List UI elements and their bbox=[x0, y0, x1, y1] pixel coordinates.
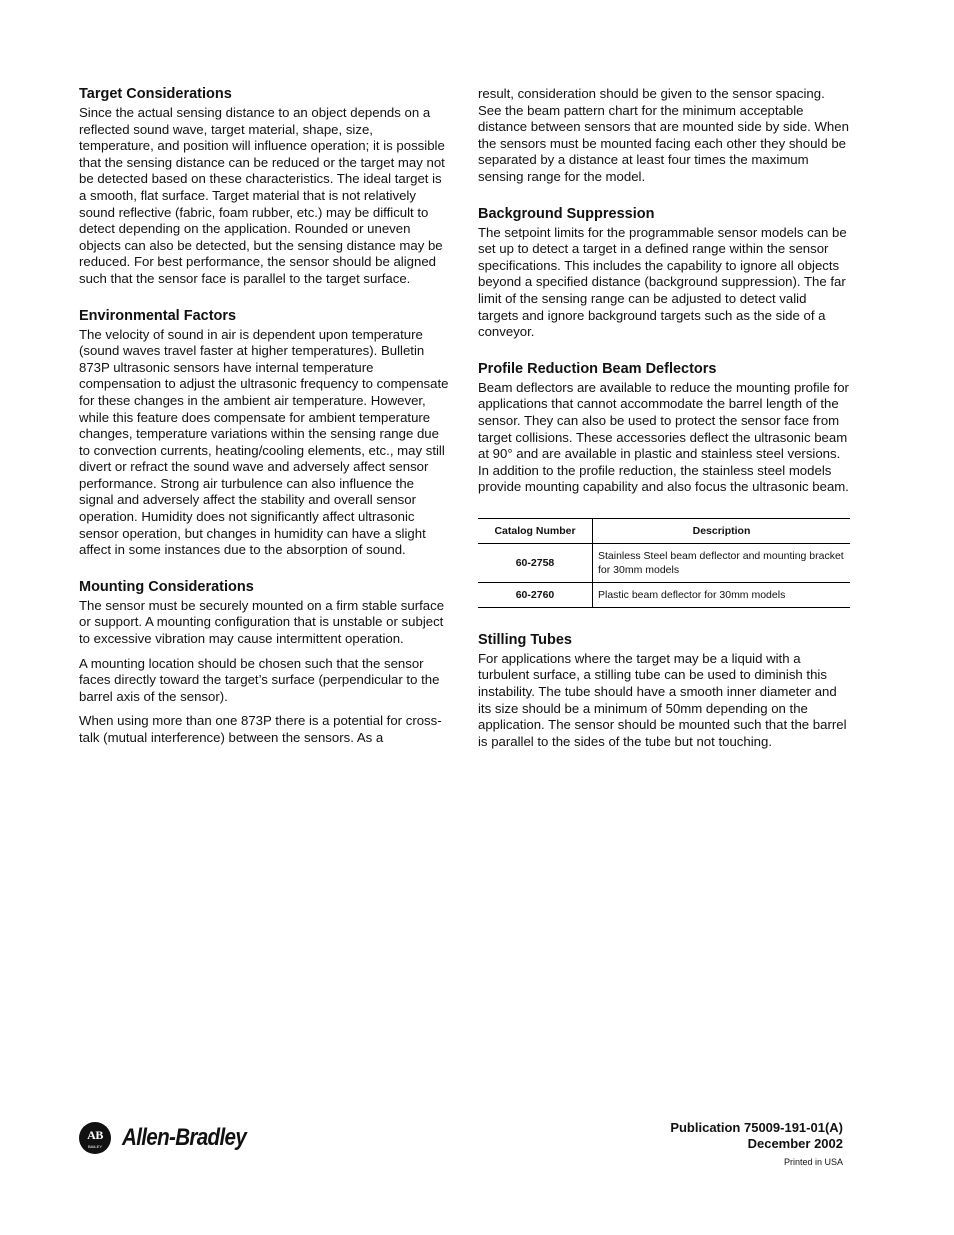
section-body: When using more than one 873P there is a potential for cross-talk (mutual interference) between the sensors. As a bbox=[79, 713, 442, 745]
section-body: A mounting location should be chosen such that the sensor faces directly toward the target’s surface (perpendicular to the barrel axis of the sensor). bbox=[79, 655, 440, 704]
publication-number: Publication 75009-191-01(A) bbox=[670, 1120, 843, 1135]
mounting-continued-section bbox=[478, 86, 850, 186]
section-heading: Profile Reduction Beam Deflectors bbox=[478, 360, 717, 377]
mounting-considerations-section bbox=[79, 579, 451, 747]
section-body: Beam deflectors are available to reduce the mounting profile for applications that cannot accommodate the barrel length of the sensor. They can also be used to protect the sensor face from target collisions. These accessories deflect the ultrasonic beam at 90° and are available in plastic and stainless steel versions. In addition to the profile reduction, the stainless steel models provide mounting capability and also focus the ultrasonic beam. bbox=[478, 379, 849, 495]
section-body: The setpoint limits for the programmable sensor models can be set up to detect a target in a defined range within the sensor specifications. This includes the capability to ignore all objects beyond a specified distance (background suppression). The far limit of the sensing range can be adjusted to detect valid targets and ignore background targets such as the side of a conveyor. bbox=[478, 224, 847, 340]
section-heading: Background Suppression bbox=[478, 205, 655, 222]
section-heading: Stilling Tubes bbox=[478, 631, 572, 648]
background-suppression-section bbox=[478, 206, 850, 341]
brand-name: Allen-Bradley bbox=[122, 1124, 247, 1151]
allen-bradley-logo bbox=[79, 1122, 266, 1154]
publication-info bbox=[670, 1120, 843, 1169]
catalog-number-cell: 60-2760 bbox=[478, 582, 593, 607]
section-heading: Target Considerations bbox=[79, 86, 232, 102]
ab-seal-mark: AB bbox=[87, 1128, 103, 1142]
publication-date: December 2002 bbox=[747, 1136, 843, 1151]
catalog-number-cell: 60-2758 bbox=[478, 543, 593, 582]
section-body: The sensor must be securely mounted on a firm stable surface or support. A mounting configuration that is unstable or subject to excessive vibration may cause intermittent operation. bbox=[79, 597, 445, 647]
section-body: For applications where the target may be a liquid with a turbulent surface, a stilling tube can be used to diminish this instability. The tube should have a smooth inner diameter and its size should be a minimum of 50mm depending on the application. The sensor should be mounted such that the barrel is parallel to the sides of the tube but not touching. bbox=[478, 650, 847, 749]
ab-seal-sub: BAILEY bbox=[87, 1144, 102, 1149]
right-column bbox=[478, 86, 850, 770]
table-row bbox=[478, 582, 850, 607]
beam-deflectors-section bbox=[478, 361, 850, 496]
table-row bbox=[478, 543, 850, 582]
description-cell: Plastic beam deflector for 30mm models bbox=[593, 582, 851, 607]
ab-seal-icon bbox=[79, 1122, 111, 1154]
section-body: Since the actual sensing distance to an object depends on a reflected sound wave, target material, shape, size, temperature, and position will influence operation; it is possible that the sensing distance can be reduced or the target may not be detected based on these characteristics. The ideal target is a smooth, flat surface. Target material that is not relatively sound reflective (fabric, foam rubber, etc.) may be difficult to detect depending on the application. Rounded or uneven objects can also be detected, but the sensing distance may be reduced. For best performance, the sensor should be aligned such that the sensor face is parallel to the target surface. bbox=[79, 105, 445, 286]
section-body: The velocity of sound in air is dependent upon temperature (sound waves travel faster at higher temperatures). Bulletin 873P ultrasonic sensors have internal temperature compensation to adjust the ultrasonic frequency to compensate for these changes in the ambient air temperature. However, while this feature does compensate for ambient temperature changes, temperature variations within the sensing range due to convection currents, heating/cooling elements, etc., may still divert or refract the sound wave and adversely affect sensor performance. Strong air turbulence can also influence the signal and adversely affect the stability and overall sensor operation. Humidity does not significantly affect ultrasonic sensor operation, but changes in humidity can have a slight affect in some instances due to the absorption of sound. bbox=[79, 326, 449, 558]
table-header-row bbox=[478, 518, 850, 543]
description-header: Description bbox=[593, 518, 851, 543]
target-considerations-section bbox=[79, 86, 451, 288]
catalog-table bbox=[478, 518, 850, 608]
environmental-factors-section bbox=[79, 308, 451, 559]
printed-in: Printed in USA bbox=[783, 1157, 843, 1167]
section-heading: Environmental Factors bbox=[79, 307, 237, 324]
stilling-tubes-section bbox=[478, 632, 850, 751]
description-cell: Stainless Steel beam deflector and mounting bracket for 30mm models bbox=[593, 543, 851, 582]
section-body: result, consideration should be given to the sensor spacing. See the beam pattern chart for the minimum acceptable distance between sensors that are mounted side by side. When the sensors must be mounted facing each other they should be separated by a distance at least four times the maximum sensing range for the model. bbox=[478, 86, 849, 184]
left-column bbox=[79, 86, 451, 767]
catalog-number-header: Catalog Number bbox=[478, 518, 593, 543]
section-heading: Mounting Considerations bbox=[79, 578, 254, 595]
